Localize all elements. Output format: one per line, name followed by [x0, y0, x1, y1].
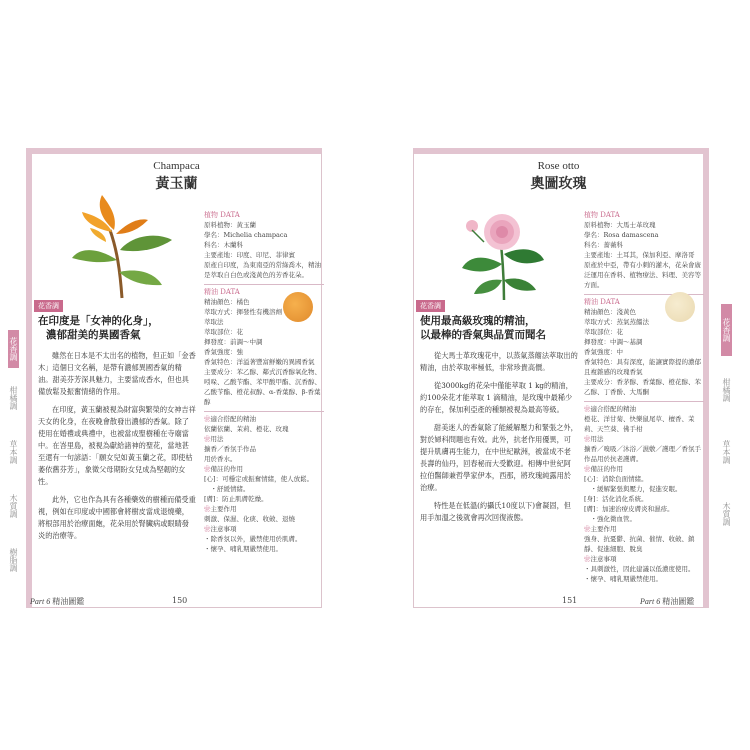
left-paragraph: 在印度，黃玉蘭被視為財富與繁榮的女神吉祥天女的化身，在夜晚會散發出濃郁的香氣。除了使用在婚禮或典禮中，也被當成聖樹種在寺廟當中。在峇里島，被視為獻給諸神的聖花，當地甚至還有一句諺語：「願女兒如黃玉蘭之花，即使枯萎依舊芬芳」，象徵父母期盼女兒成為堅韌的女性。: [38, 405, 196, 486]
left-plant-data-line: 原產自印度，為東南亞的常綠喬木，精油是萃取自白色或淺黃色的芳香花朵。: [204, 261, 321, 279]
left-plant-data-line: 主要產地：印度、印尼、菲律賓: [204, 251, 295, 259]
left-latin-name: Champaca: [153, 160, 200, 172]
right-title-line: 使用最高級玫瑰的精油，: [420, 315, 536, 327]
side-tab[interactable]: 草本調: [722, 440, 731, 464]
left-blend-label: 適合搭配的精油: [210, 415, 256, 423]
left-paragraph: 此外，它也作為具有各種藥效的樹種而備受重視，例如在印度或中國都會將樹皮當成退燒藥，將根部用於治療面皰，花朵用於腎臟病或眼睛發炎的治療等。: [38, 495, 196, 540]
right-header: [414, 160, 703, 193]
right-main: 強身、抗憂鬱、抗菌、催情、收斂、鎮靜、促進細胞、脫臭: [584, 535, 695, 553]
footer-title: 精油圖鑑: [52, 597, 85, 606]
left-page: [26, 148, 322, 608]
right-oil-color-swatch: [665, 292, 695, 322]
left-effect-label: 備註的作用: [210, 465, 243, 473]
right-main-label: 主要作用: [590, 525, 617, 533]
left-data-panel: 植物 DATA 原料植物：黃玉蘭 學名：Michelia champaca 科名：木蘭科 主要產地：印度、印尼、菲律賓 原產自印度，為東南亞的常綠喬木，精油是萃取自白色或淺黃色的芳香花朵。 精油 DATA 精油顏色：橘色 萃取方式：揮發性有機溶劑萃取法 萃取部位：花 揮發度：前調～中調 香氣強度：強 香氣特色：洋溢著豐富鮮嫩的異國香氣 主要成分：苯乙醇、鄰式沉香醇氧化物、吲哚、乙酸苄酯、苯甲酸甲酯、沉香醇、乙酸苄酯、橙花叔醇、α-香葉醇、β-香葉醇 ❀適合搭配的精油 依蘭依蘭、茉莉、橙花、玫瑰 ❀用法 擴香／香氛手作品 用於香水。 ❀備註的作用 [心]：可穩定或振奮情緒，使人放鬆。 ・舒緩情緒。 [膚]：防止肌膚乾燥。 ❀主要作用 刺激、保濕、化痰、收斂、退燒 ❀注意事項 ・除香氛以外，嚴禁使用於肌膚。 ・懷孕、哺乳期嚴禁使用。: [204, 210, 324, 554]
right-category-tag: 花香調: [416, 300, 445, 312]
left-caution: ・除香氛以外，嚴禁使用於肌膚。 ・懷孕、哺乳期嚴禁使用。: [204, 535, 302, 553]
left-oil-color-swatch: [283, 292, 313, 322]
side-tab[interactable]: 木質調: [9, 494, 18, 518]
left-oil-data-line: 萃取方式：揮發性有機溶劑萃取法: [204, 308, 282, 326]
right-plant-data-line: 原料植物：大馬士革玫瑰: [584, 221, 656, 229]
right-paragraph: 從3000kg的花朵中僅能萃取 1 kg的精油，約100朵花才能萃取 1 滴精油，是玫瑰中最稀少的存在，保加利亞產的種類被視為最高等級。: [420, 381, 573, 414]
left-title: [38, 314, 188, 342]
right-latin-name: Rose otto: [537, 160, 580, 172]
left-plant-data-label: 植物 DATA: [204, 211, 240, 219]
left-oil-data-line: 香氣強度：強: [204, 348, 243, 356]
right-plant-data-line: 原產於中亞，帶有小刺的灌木，花朵會廣泛運用在香料、植物療法、料理、美容等方面。: [584, 261, 701, 289]
right-caution: ・具刺激性，因此建議以低濃度使用。 ・懷孕、哺乳期嚴禁使用。: [584, 565, 695, 583]
left-chinese-name: 黃玉蘭: [155, 176, 198, 192]
right-oil-data-line: 精油顏色：淺黃色: [584, 308, 636, 316]
left-oil-data-line: 萃取部位：花: [204, 328, 243, 336]
right-body: [420, 350, 578, 530]
right-blend: 橙花、洋甘菊、快樂鼠尾草、檀香、茉莉、天竺葵、佛手柑: [584, 415, 695, 433]
right-effect-label: 備註的作用: [590, 465, 623, 473]
left-main-label: 主要作用: [210, 505, 237, 513]
right-effect: [心]：消除負面情緒。 ・緩解緊張與壓力，促進安眠。 [身]：活化消化系統。 [膚]：加速治療皮膚炎和濕疹。 ・強化微血管。: [584, 475, 682, 523]
left-oil-data-label: 精油 DATA: [204, 288, 240, 296]
left-footer: [30, 596, 84, 607]
rose-illustration: [444, 194, 564, 302]
right-plant-data-line: 科名：薔薇科: [584, 241, 623, 249]
left-paragraph: 雖然在日本是不太出名的植物，但正如「金香木」這個日文名稱，是帶有濃郁異國香氣的精油。甜美芬芳深具魅力，主要當成香水，但也具備放鬆及振奮情緒的作用。: [38, 351, 196, 396]
right-oil-data-line: 香氣特色：具有深度，能讓實際提的濃郁且複雜感的玫瑰香氣: [584, 358, 701, 376]
champaca-illustration: [62, 190, 182, 300]
right-paragraph: 特性是在低溫(約攝氏10度以下)會凝固，但用手加溫之後就會再次回復液態。: [420, 501, 571, 522]
footer-part: Part 6: [640, 597, 661, 606]
right-method: 擴香／嗅吸／沐浴／濕敷／護理／香氛手作品用於抗老護膚。: [584, 445, 701, 463]
right-method-label: 用法: [590, 435, 604, 443]
left-plant-data-line: 原料植物：黃玉蘭: [204, 221, 256, 229]
left-body: [38, 350, 196, 548]
right-caution-label: 注意事項: [590, 555, 617, 563]
right-title-line: 以最棒的香氣與品質而聞名: [420, 329, 546, 341]
left-title-line: 在印度是「女神的化身」，: [38, 315, 159, 327]
side-tab[interactable]: 木質調: [722, 502, 731, 526]
right-plant-data-label: 植物 DATA: [584, 211, 620, 219]
left-blend: 依蘭依蘭、茉莉、橙花、玫瑰: [204, 425, 289, 433]
right-title: [420, 314, 570, 342]
side-tab[interactable]: 柑橘調: [9, 386, 18, 410]
right-oil-data-label: 精油 DATA: [584, 298, 620, 306]
side-tab[interactable]: 草本調: [9, 440, 18, 464]
right-footer: [640, 596, 694, 607]
left-page-number: 150: [172, 596, 188, 605]
right-page: [413, 148, 709, 608]
right-paragraph: 從大馬士革玫瑰花中，以蒸氣蒸餾法萃取出的精油，由於萃取率極低，非常珍貴高價。: [420, 351, 578, 372]
right-oil-data-line: 揮發度：中調～基調: [584, 338, 643, 346]
left-caution-label: 注意事項: [210, 525, 237, 533]
right-side-tabs: [721, 304, 737, 548]
side-tab[interactable]: 花香調: [8, 330, 19, 368]
left-side-tabs: [8, 330, 24, 590]
left-method: 擴香／香氛手作品 用於香水。: [204, 445, 256, 463]
right-oil-data-line: 萃取部位：花: [584, 328, 623, 336]
left-category-tag: 花香調: [34, 300, 63, 312]
right-oil-data-line: 萃取方式：蒸氣蒸餾法: [584, 318, 649, 326]
divider: [584, 401, 704, 402]
left-effect: [心]：可穩定或振奮情緒，使人放鬆。 ・舒緩情緒。 [膚]：防止肌膚乾燥。: [204, 475, 314, 503]
left-method-label: 用法: [210, 435, 224, 443]
right-chinese-name: 奧圖玫瑰: [530, 176, 587, 192]
right-page-number: 151: [562, 596, 578, 605]
left-oil-data-line: 主要成分：苯乙醇、鄰式沉香醇氧化物、吲哚、乙酸苄酯、苯甲酸甲酯、沉香醇、乙酸苄酯、橙花叔醇、α-香葉醇、β-香葉醇: [204, 368, 321, 406]
divider: [204, 284, 324, 285]
right-plant-data-line: 主要產地：土耳其，保加利亞、摩洛哥: [584, 251, 695, 259]
left-header: [32, 160, 321, 193]
side-tab[interactable]: 花香調: [721, 304, 732, 356]
footer-part: Part 6: [30, 597, 51, 606]
left-main: 刺激、保濕、化痰、收斂、退燒: [204, 515, 295, 523]
left-plant-data-line: 科名：木蘭科: [204, 241, 243, 249]
right-oil-data-line: 主要成分：香茅醇、香葉醇、橙花醇、苯乙醇、丁香酚、大馬酮: [584, 378, 701, 396]
left-plant-data-line: 學名：Michelia champaca: [204, 231, 288, 239]
divider: [204, 411, 324, 412]
right-plant-data-line: 學名：Rosa damascena: [584, 231, 659, 239]
left-oil-data-line: 精油顏色：橘色: [204, 298, 250, 306]
right-blend-label: 適合搭配的精油: [590, 405, 636, 413]
right-data-panel: 植物 DATA 原料植物：大馬士革玫瑰 學名：Rosa damascena 科名：薔薇科 主要產地：土耳其，保加利亞、摩洛哥 原產於中亞，帶有小刺的灌木，花朵會廣泛運用在香料、植物療法、料理、美容等方面。 精油 DATA 精油顏色：淺黃色 萃取方式：蒸氣蒸餾法 萃取部位：花 揮發度：中調～基調 香氣強度：中 香氣特色：具有深度，能讓實際提的濃郁且複雜感的玫瑰香氣 主要成分：香茅醇、香葉醇、橙花醇、苯乙醇、丁香酚、大馬酮 ❀適合搭配的精油 橙花、洋甘菊、快樂鼠尾草、檀香、茉莉、天竺葵、佛手柑 ❀用法 擴香／嗅吸／沐浴／濕敷／護理／香氛手作品用於抗老護膚。 ❀備註的作用 [心]：消除負面情緒。 ・緩解緊張與壓力，促進安眠。 [身]：活化消化系統。 [膚]：加速治療皮膚炎和濕疹。 ・強化微血管。 ❀主要作用 強身、抗憂鬱、抗菌、催情、收斂、鎮靜、促進細胞、脫臭 ❀注意事項 ・具刺激性，因此建議以低濃度使用。 ・懷孕、哺乳期嚴禁使用。: [584, 210, 704, 584]
left-title-line: 濃郁甜美的異國香氣: [46, 329, 141, 341]
left-oil-data-line: 香氣特色：洋溢著豐富鮮嫩的異國香氣: [204, 358, 315, 366]
left-oil-data-line: 揮發度：前調～中調: [204, 338, 263, 346]
side-tab[interactable]: 柑橘調: [722, 378, 731, 402]
footer-title: 精油圖鑑: [662, 597, 695, 606]
side-tab[interactable]: 樹脂調: [9, 548, 18, 572]
right-oil-data-line: 香氣強度：中: [584, 348, 623, 356]
right-paragraph: 甜美迷人的香氣除了能緩解壓力和緊張之外，對於婦科問題也有效。此外，抗老作用優異，可提升肌膚再生能力，在中世紀歐洲，被當成不老長壽的仙丹，回春秘而大受歡迎。相傳中世紀阿拉伯醫師兼哲學家伊本，西那，將玫瑰純露用於治療。: [420, 423, 578, 492]
